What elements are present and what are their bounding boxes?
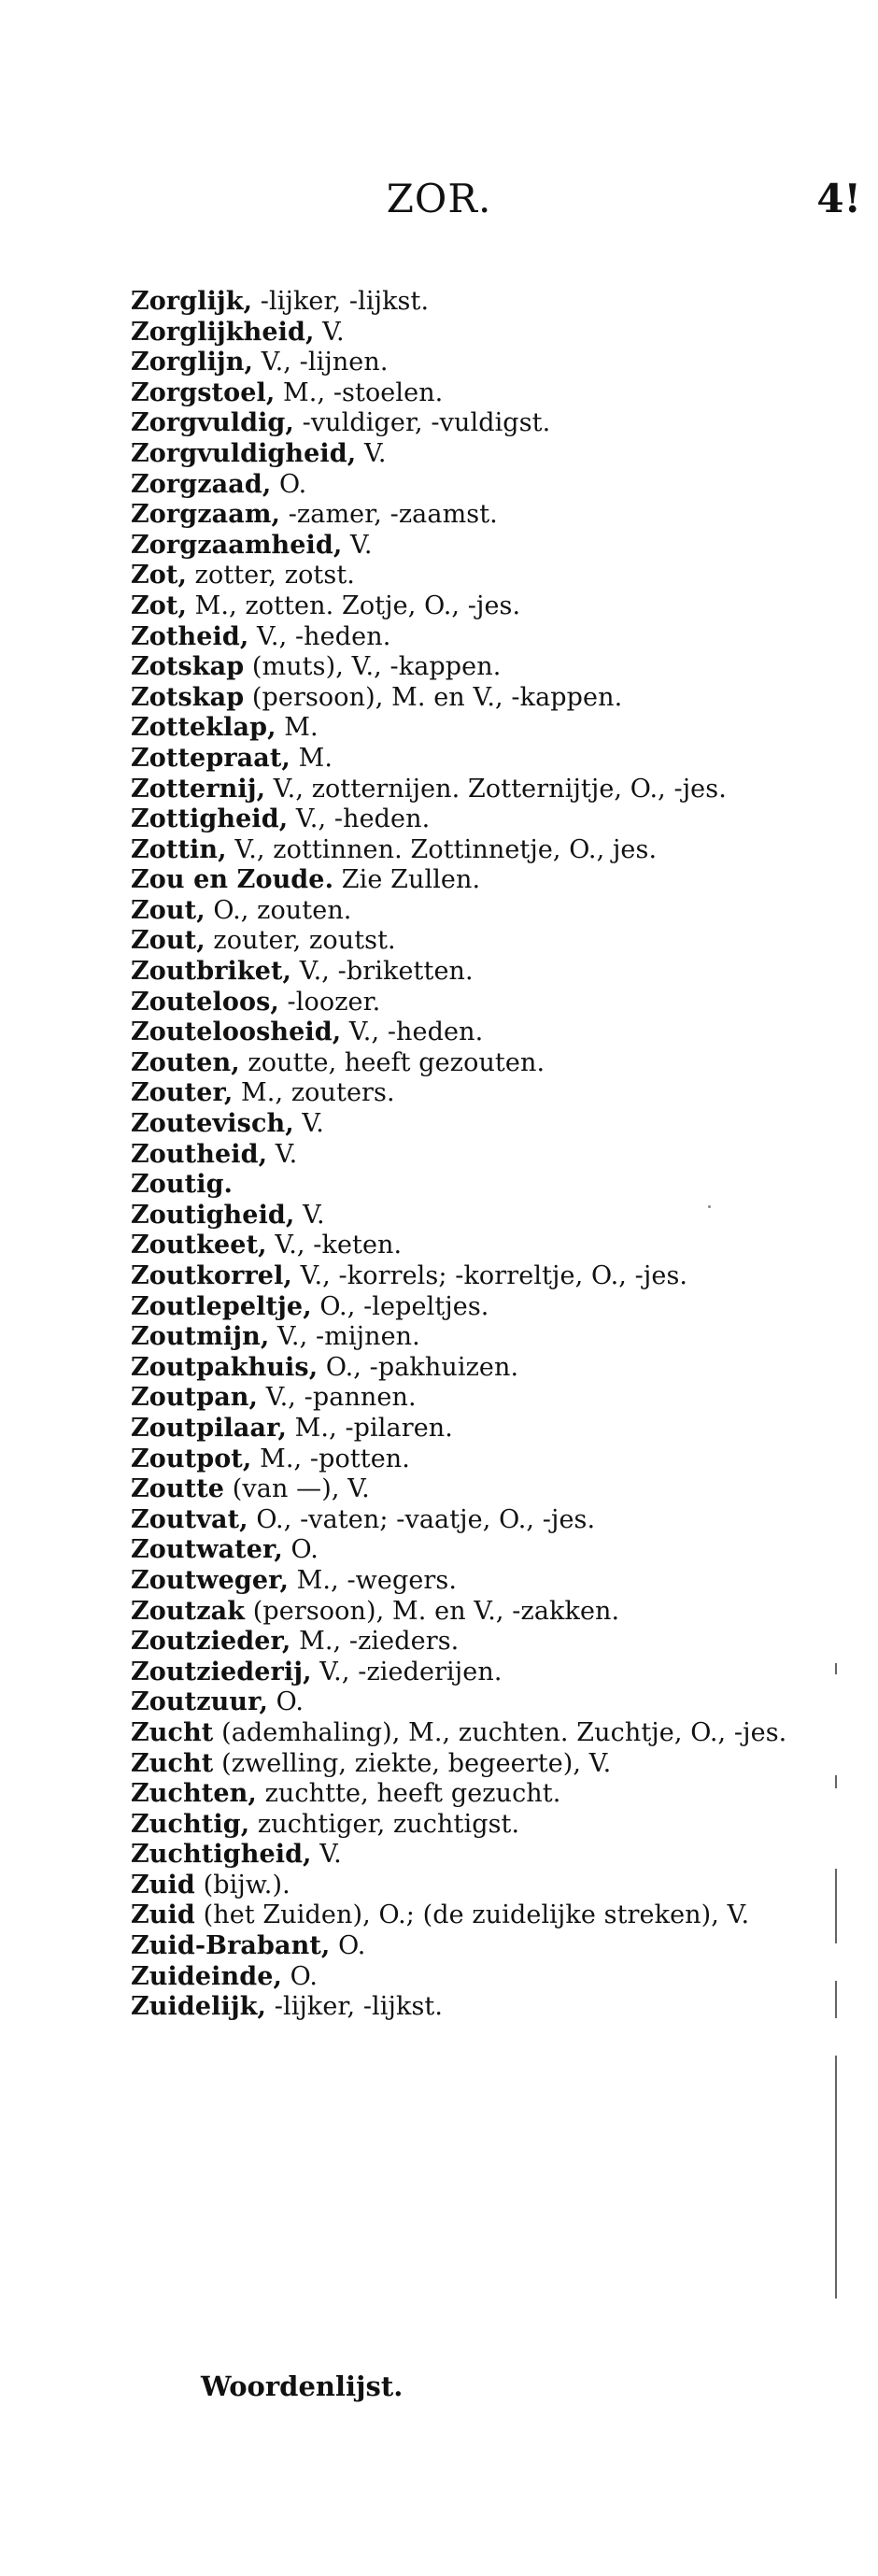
dictionary-entry [131, 957, 822, 988]
entry-definition: -zamer, -zaamst. [280, 500, 498, 530]
dictionary-entry [131, 1231, 822, 1261]
dictionary-entry [131, 1900, 822, 1931]
page-header [0, 176, 878, 232]
dictionary-entry [131, 988, 822, 1018]
entry-definition: M., -potten. [251, 1444, 410, 1473]
dictionary-entry [131, 896, 822, 927]
dictionary-entry [131, 1201, 822, 1231]
entry-definition: zuchtiger, zuchtigst. [249, 1809, 520, 1839]
entry-headword: Zoutmijn, [131, 1322, 270, 1352]
dictionary-entry [131, 1383, 822, 1414]
entry-definition: M., -stoelen. [275, 377, 444, 407]
dictionary-entry [131, 652, 822, 683]
entry-headword: Zuid-Brabant, [131, 1931, 331, 1961]
dictionary-entry [131, 287, 822, 318]
entry-headword: Zouteloos, [131, 987, 279, 1017]
entry-headword: Zorgvuldigheid, [131, 438, 357, 468]
dictionary-entry [131, 744, 822, 775]
entry-definition: O., -lepeltjes. [311, 1291, 489, 1321]
entry-headword: Zoutwater, [131, 1535, 283, 1565]
entry-headword: Zoutpot, [131, 1444, 252, 1473]
entry-definition: V., -heden. [248, 621, 391, 651]
entry-headword: Zucht [131, 1748, 214, 1778]
dictionary-entry [131, 1871, 822, 1901]
dictionary-entry [131, 1535, 822, 1566]
dictionary-entry [131, 1840, 822, 1871]
entry-definition: O. [267, 1687, 304, 1717]
entry-definition: (het Zuiden), O.; (de zuidelijke streken), V. [194, 1900, 750, 1930]
entry-definition: O. [271, 469, 307, 499]
entry-definition: (ademhaling), M., zuchten. Zuchtje, O., -jes. [213, 1717, 787, 1747]
entry-definition: V., -heden. [341, 1018, 484, 1047]
entry-definition: V., -briketten. [291, 957, 474, 987]
dictionary-entry [131, 1109, 822, 1140]
dictionary-entry [131, 318, 822, 349]
entry-definition: zouter, zoutst. [205, 926, 396, 956]
dictionary-entry [131, 1810, 822, 1841]
entry-definition: M., zotten. Zotje, O., -jes. [187, 591, 521, 620]
entry-definition: V. [293, 1109, 324, 1139]
entry-headword: Zuchtigheid, [131, 1840, 312, 1870]
entry-headword: Zoutweger, [131, 1565, 289, 1595]
entry-headword: Zoutkorrel, [131, 1261, 292, 1290]
entry-definition: V., -keten. [266, 1231, 403, 1260]
dictionary-entry [131, 348, 822, 378]
entry-headword: Zoutkeet, [131, 1231, 267, 1260]
entry-definition: V. [267, 1139, 298, 1169]
entry-headword: Zotternij, [131, 774, 266, 804]
dictionary-entry [131, 1322, 822, 1353]
entry-headword: Zoutlepeltje, [131, 1291, 312, 1321]
dictionary-entry [131, 561, 822, 591]
dictionary-entry [131, 1445, 822, 1475]
dictionary-entry [131, 531, 822, 562]
entry-definition: (muts), V., -kappen. [244, 652, 502, 682]
entry-definition: zotter, zotst. [187, 561, 355, 591]
entry-definition: O. [282, 1535, 319, 1565]
dictionary-entry [131, 1353, 822, 1384]
entry-definition: M. [290, 743, 333, 773]
entry-headword: Zoutbriket, [131, 957, 292, 987]
entry-headword: Zoutvat, [131, 1504, 248, 1534]
entry-definition: V., -heden. [288, 804, 431, 834]
entry-definition: V., -pannen. [258, 1383, 417, 1413]
entry-headword: Zotheid, [131, 621, 249, 651]
dictionary-entry [131, 1749, 822, 1780]
entry-headword: Zorglijk, [131, 287, 253, 316]
entry-definition: V., -korrels; -korreltje, O., -jes. [291, 1261, 688, 1290]
entry-definition: V., zottinnen. Zottinnetje, O., jes. [226, 834, 658, 864]
entry-headword: Zotskap [131, 682, 245, 712]
signature-mark: Woordenlijst. [201, 2370, 404, 2402]
entry-definition: O., -vaten; -vaatje, O., -jes. [248, 1504, 596, 1534]
entry-headword: Zuchtig, [131, 1809, 250, 1839]
entry-definition: -lijker, -lijkst. [266, 1992, 444, 2022]
dictionary-entry [131, 1140, 822, 1171]
entry-headword: Zou en Zoude. [131, 865, 334, 895]
dictionary-entry [131, 1048, 822, 1079]
entry-headword: Zorglijkheid, [131, 317, 315, 347]
entry-headword: Zotteklap, [131, 713, 276, 743]
entry-definition: -loozer. [278, 987, 381, 1017]
entry-headword: Zoutevisch, [131, 1109, 294, 1139]
entry-definition: V., zotternijen. Zotternijtje, O., -jes. [265, 774, 727, 804]
dictionary-entry [131, 1018, 822, 1048]
dictionary-entry [131, 1597, 822, 1628]
entry-headword: Zorgstoel, [131, 377, 276, 407]
entry-headword: Zouter, [131, 1078, 234, 1108]
entry-headword: Zoutheid, [131, 1139, 268, 1169]
entry-headword: Zoutte [131, 1474, 225, 1504]
dictionary-entry [131, 439, 822, 470]
entry-definition: O., -pakhuizen. [318, 1352, 519, 1382]
dictionary-entry [131, 683, 822, 714]
entry-headword: Zoutzieder, [131, 1627, 291, 1657]
entry-definition: V. [356, 438, 387, 468]
margin-rule [835, 1869, 837, 1943]
entry-definition: V., -mijnen. [269, 1322, 420, 1352]
entry-headword: Zottepraat, [131, 743, 290, 773]
entry-definition: zuchtte, heeft gezucht. [256, 1779, 561, 1809]
entry-headword: Zoutzak [131, 1596, 246, 1626]
dictionary-entry [131, 1779, 822, 1810]
dictionary-entry [131, 775, 822, 805]
entry-headword: Zorglijn, [131, 348, 254, 377]
entry-headword: Zot, [131, 591, 187, 620]
entry-headword: Zot, [131, 561, 187, 591]
entry-headword: Zouten, [131, 1047, 240, 1077]
entry-headword: Zoutzuur, [131, 1687, 268, 1717]
entry-definition: -lijker, -lijkst. [252, 287, 430, 316]
entry-headword: Zottigheid, [131, 804, 289, 834]
entry-definition: (bijw.). [194, 1870, 290, 1900]
dictionary-entry [131, 1566, 822, 1597]
entry-definition: O. [330, 1931, 366, 1961]
dictionary-entry [131, 470, 822, 501]
running-head: ZOR. [386, 176, 492, 221]
entry-definition: (persoon), M. en V., -kappen. [244, 682, 623, 712]
entry-headword: Zout, [131, 926, 205, 956]
entry-definition: M., -wegers. [288, 1565, 458, 1595]
entry-headword: Zoutpakhuis, [131, 1352, 319, 1382]
entry-headword: Zoutigheid, [131, 1200, 295, 1230]
dictionary-entry [131, 1718, 822, 1749]
dictionary-entry [131, 1962, 822, 1993]
entry-definition: (persoon), M. en V., -zakken. [245, 1596, 620, 1626]
entry-definition: V., -lijnen. [253, 348, 389, 377]
entry-headword: Zorgzaamheid, [131, 530, 343, 560]
dictionary-entry [131, 408, 822, 439]
margin-rule [835, 2056, 837, 2298]
entry-definition: V. [294, 1200, 325, 1230]
entry-definition: Zie Zullen. [333, 865, 481, 895]
dictionary-entry [131, 835, 822, 866]
entry-definition: M., zouters. [233, 1078, 395, 1108]
dictionary-entry [131, 622, 822, 653]
dictionary-entry [131, 378, 822, 409]
dictionary-entry [131, 1627, 822, 1658]
entry-headword: Zucht [131, 1717, 214, 1747]
page-number: 4! [816, 176, 861, 221]
entry-headword: Zuchten, [131, 1779, 257, 1809]
entry-headword: Zouteloosheid, [131, 1018, 342, 1047]
entry-headword: Zorgzaam, [131, 500, 281, 530]
entry-definition: zoutte, heeft gezouten. [239, 1047, 545, 1077]
dictionary-entry [131, 1474, 822, 1505]
margin-rule [835, 1981, 837, 2018]
entry-headword: Zorgvuldig, [131, 408, 294, 438]
entry-definition: V. [314, 317, 345, 347]
dictionary-entry [131, 1170, 822, 1201]
entry-headword: Zuidelijk, [131, 1992, 267, 2022]
entry-definition: V., -ziederijen. [311, 1657, 503, 1686]
entry-definition: (van —), V. [224, 1474, 370, 1504]
margin-rule [835, 1663, 837, 1674]
entry-headword: Zuid [131, 1900, 195, 1930]
entry-headword: Zuid [131, 1870, 195, 1900]
entry-headword: Zorgzaad, [131, 469, 272, 499]
dictionary-entry [131, 804, 822, 835]
entry-headword: Zoutziederij, [131, 1657, 312, 1686]
entry-headword: Zoutig. [131, 1170, 234, 1200]
entry-headword: Zout, [131, 895, 205, 925]
entry-definition: O., zouten. [205, 895, 352, 925]
entry-definition: V. [342, 530, 373, 560]
dictionary-entry [131, 1992, 822, 2023]
dictionary-entry [131, 713, 822, 744]
dictionary-entry [131, 1078, 822, 1109]
dictionary-entry [131, 591, 822, 622]
entry-headword: Zoutpilaar, [131, 1413, 287, 1443]
entry-definition: (zwelling, ziekte, begeerte), V. [213, 1748, 612, 1778]
dictionary-entry [131, 1292, 822, 1323]
dictionary-entry [131, 1687, 822, 1718]
entry-headword: Zotskap [131, 652, 245, 682]
entry-definition: M., -pilaren. [286, 1413, 453, 1443]
dictionary-entry [131, 926, 822, 957]
dictionary-entry [131, 500, 822, 531]
entry-definition: M., -zieders. [290, 1627, 460, 1657]
print-speck [708, 1205, 711, 1208]
entry-definition: -vuldiger, -vuldigst. [293, 408, 551, 438]
entry-headword: Zoutpan, [131, 1383, 259, 1413]
entry-definition: V. [311, 1840, 342, 1870]
dictionary-entry [131, 1414, 822, 1445]
dictionary-entry [131, 865, 822, 896]
entry-definition: M. [276, 713, 319, 743]
dictionary-entry [131, 1658, 822, 1688]
entry-list [131, 287, 822, 2023]
dictionary-entry [131, 1931, 822, 1962]
dictionary-entry [131, 1261, 822, 1292]
entry-definition: O. [282, 1961, 319, 1991]
entry-headword: Zottin, [131, 834, 227, 864]
dictionary-entry [131, 1505, 822, 1536]
margin-rule [835, 1775, 837, 1788]
entry-headword: Zuideinde, [131, 1961, 282, 1991]
